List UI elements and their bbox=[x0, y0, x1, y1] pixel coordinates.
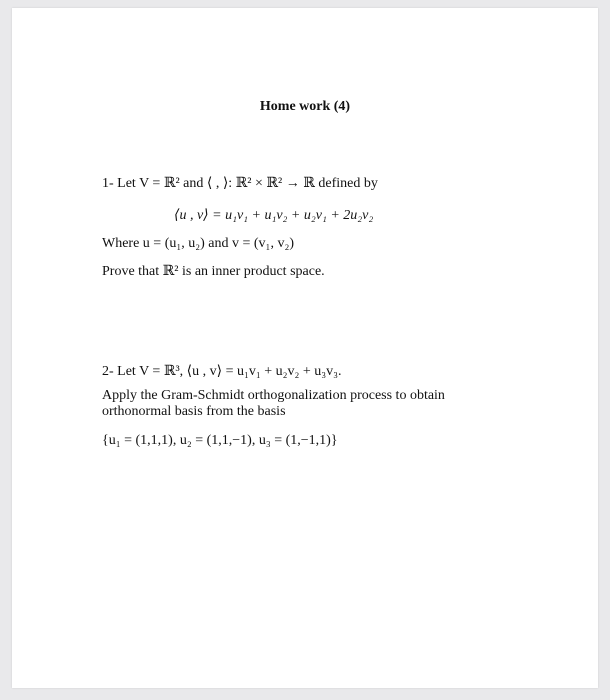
problem-1-where-line: Where u = (u₁, u₂) and v = (v₁, v₂) bbox=[102, 236, 294, 251]
document-title: Home work (4) bbox=[259, 99, 351, 114]
document-page bbox=[12, 8, 598, 688]
problem-1-prove-line: Prove that ℝ² is an inner product space. bbox=[102, 264, 325, 279]
problem-2-basis: {u₁ = (1,1,1), u₂ = (1,1,−1), u₃ = (1,−1,1)} bbox=[102, 433, 338, 448]
problem-2-statement: 2- Let V = ℝ³, ⟨u , v⟩ = u₁v₁ + u₂v₂ + u₃v₃. bbox=[102, 364, 342, 379]
problem-2-instruction-line-1: Apply the Gram-Schmidt orthogonalization process to obtain bbox=[102, 388, 445, 403]
problem-1-inner-product-formula: ⟨u , v⟩ = u₁v₁ + u₁v₂ + u₂v₁ + 2u₂v₂ bbox=[174, 208, 374, 223]
problem-1-statement: 1- Let V = ℝ² and ⟨ , ⟩: ℝ² × ℝ² → ℝ defined by bbox=[102, 176, 378, 191]
problem-2-instruction-line-2: orthonormal basis from the basis bbox=[102, 404, 286, 419]
